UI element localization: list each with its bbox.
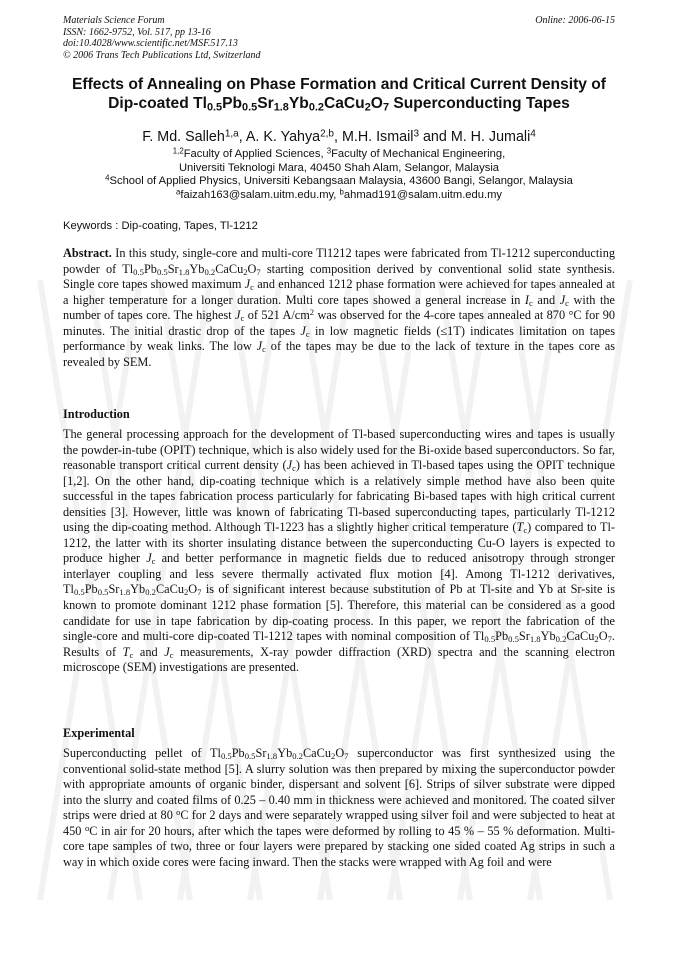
title-line-1: Effects of Annealing on Phase Formation and Critical Current Density of: [71, 76, 606, 93]
title-line-2: Dip-coated $Tl_{0.5}Pb_{0.5}Sr_{1.8}Yb_{0.2}CaCu_2O_7$ Superconducting Tapes: [108, 94, 570, 114]
affiliation-line: Universiti Teknologi Mara, 40450 Shah Alam, Selangor, Malaysia: [178, 161, 500, 174]
introduction-paragraph: The general processing approach for the development of Tl-based superconducting wires and tapes is usually the powder-in-tube (OPIT) technique, which is also widely used for the Bi-oxide based superconductors. So far, reasonable transport critical current density $(J_c)$ has been achieved in Tl-based tapes using the OPIT technique [1,2]. On the other hand, dip-coating technique which is a relatively simple method have also been quite successful in the tapes fabrication process particularly for fabricating Bi-based tapes with high critical current densities [3]. However, little was known of fabricating Tl-based superconducting tapes, particularly Tl-1212 using the dip-coating method. Although Tl-1223 has a slightly higher critical temperature $(T_c)$ compared to Tl-1212, the latter with its shorter insulating distance between the superconducting Cu-O layers is expected to produce higher $J_c$ and better performance in magnetic fields due to reduced anisotropy through stronger interlayer coupling and less severe thermally activated flux motion [4]. Among Tl-1212 derivatives, $Tl_{0.5}Pb_{0.5}Sr_{1.8}Yb_{0.2}CaCu_2O_7$ is of significant interest because substitution of Pb at Tl-site and Yb at Sr-site is known to promote dominant 1212 phase formation [5]. Therefore, this material can be considered as a good candidate for use in tape fabrication by dip-coating process. In this paper, we report the fabrication of the single-core and multi-core dip-coated Tl-1212 tapes with nominal composition of $Tl_{0.5}Pb_{0.5}Sr_{1.8}Yb_{0.2}CaCu_2O_7$. Results of $T_c$ and $J_c$ measurements, X-ray powder diffraction (XRD) spectra and the scanning electron microscope (SEM) investigations are presented.: [63, 427, 616, 675]
author-name: M. H. Jumali: [450, 129, 531, 145]
author-name: M.H. Ismail: [341, 129, 414, 145]
section-heading-introduction: Introduction: [63, 407, 130, 421]
email-line: $^a$faizah163@salam.uitm.edu.my, $^b$ahmad191@salam.uitm.edu.my: [176, 186, 502, 201]
affiliation-line: $^{1,2}$Faculty of Applied Sciences, $^3$Faculty of Mechanical Engineering,: [172, 146, 506, 160]
abstract-label: Abstract.: [63, 246, 112, 260]
copyright-line: © 2006 Trans Tech Publications Ltd, Switzerland: [63, 49, 261, 61]
abstract: Abstract. In this study, single-core and multi-core Tl1212 tapes were fabricated from Tl-1212 superconducting powder of $Tl_{0.5}Pb_{0.5}Sr_{1.8}Yb_{0.2}CaCu_2O_7$ starting composition derived by conventional solid state synthesis. Single core tapes showed maximum $J_c$ and enhanced 1212 phase formation were achieved for tapes annealed at a higher temperature for a longer duration. Multi core tapes showed a general increase in $I_c$ and $J_c$ with the number of tapes core. The highest $J_c$ of 521 $A/cm^2$ was observed for the 4-core tapes annealed at 870 °C for 90 minutes. The initial drastic drop of the tapes $J_c$ in low magnetic fields (≤1T) indicates limitation on tapes performance by weak links. The low $J_c$ of the tapes may be due to the lack of texture in the tapes core as revealed by SEM.: [63, 246, 615, 369]
email-link[interactable]: faizah163@salam.uitm.edu.my,: [180, 188, 340, 201]
chem-formula: $Tl_{0.5}Pb_{0.5}Sr_{1.8}Yb_{0.2}CaCu_2O_7$: [473, 629, 612, 645]
chem-formula: $Tl_{0.5}Pb_{0.5}Sr_{1.8}Yb_{0.2}CaCu_2O_7$: [63, 582, 202, 598]
author-name: A. K. Yahya: [245, 129, 321, 145]
title-formula: $Tl_{0.5}Pb_{0.5}Sr_{1.8}Yb_{0.2}CaCu_2O_7$: [193, 94, 390, 114]
section-heading-experimental: Experimental: [63, 726, 135, 740]
online-date: Online: 2006-06-15: [535, 15, 615, 26]
affiliation-line: $^4$School of Applied Physics, Universiti Kebangsaan Malaysia, 43600 Bangi, Selangor, Malaysia: [105, 173, 573, 187]
email-link[interactable]: ahmad191@salam.uitm.edu.my: [343, 188, 502, 201]
keywords: Keywords : Dip-coating, Tapes, Tl-1212: [63, 220, 258, 232]
chem-formula: $Tl_{0.5}Pb_{0.5}Sr_{1.8}Yb_{0.2}CaCu_2O_7$: [122, 261, 261, 277]
chem-formula: $Tl_{0.5}Pb_{0.5}Sr_{1.8}Yb_{0.2}CaCu_2O_7$: [210, 746, 349, 762]
author-name: F. Md. Salleh: [142, 129, 225, 145]
author-list: F. Md. Salleh$^{1,a}$, A. K. Yahya$^{2,b}$, M.H. Ismail$^3$ and M. H. Jumali$^4$: [142, 128, 536, 145]
publication-info: [63, 15, 423, 61]
experimental-paragraph: Superconducting pellet of $Tl_{0.5}Pb_{0.5}Sr_{1.8}Yb_{0.2}CaCu_2O_7$ superconductor was first synthesized using the conventional solid-state method [5]. A slurry solution was then prepared by mixing the superconductor powder with appropriate amounts of organic binder, dispersant and solvent [6]. Strips of silver substrate were dipped into the slurry and coated films of 0.25 – 0.40 mm in thickness were achieved and monitored. The coated silver strips were dried at 80 $^o$C for 2 days and were separately wrapped using silver foil and were subjected to heat at 450 $^o$C in air for 20 hours, after which the tapes were deformed by rolling to 45 % – 55 % deformation. Multi-core tape samples of two, three or four layers were prepared by stacking one sided coated Ag strips in such a way in which oxide cores were facing inward. Then the stacks were wrapped with Ag foil and were: [63, 746, 615, 869]
issn-line: ISSN: 1662-9752, Vol. 517, pp 13-16: [63, 26, 211, 38]
journal-name: Materials Science Forum: [63, 15, 165, 26]
affiliations: [30, 148, 648, 202]
doi-line: doi:10.4028/www.scientific.net/MSF.517.13: [63, 38, 238, 49]
paper-title: [50, 76, 628, 113]
